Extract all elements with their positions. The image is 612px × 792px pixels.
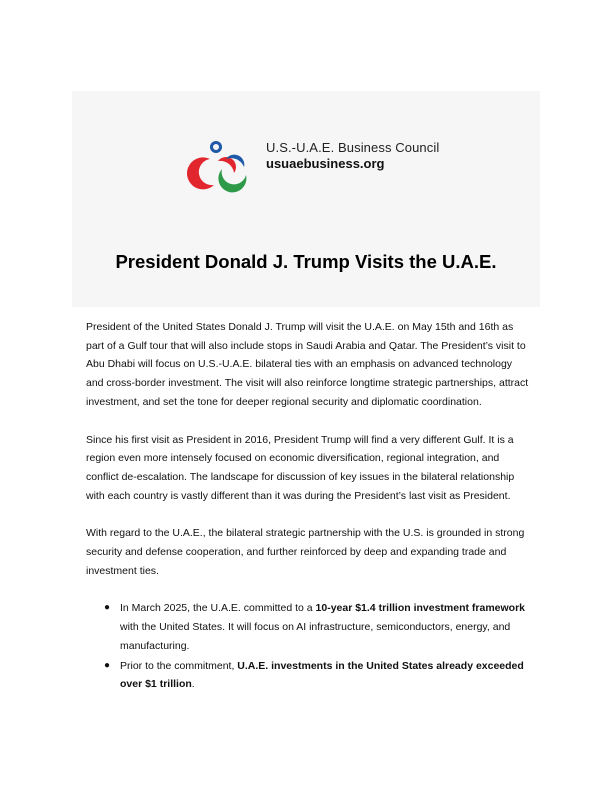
paragraph-intro: President of the United States Donald J. Trump will visit the U.A.E. on May 15th and 16th as part of a Gulf tour that will also include stops in Saudi Arabia and Qatar. The President’s visit to Abu Dhabi will focus on U.S.-U.A.E. bilateral ties with an emphasis on advanced technology and cross-border investment. The visit will also reinforce longtime strategic partnerships, attract investment, and set the tone for deeper regional security and diplomatic coordination. (86, 321, 529, 408)
page-title: President Donald J. Trump Visits the U.A.E. (115, 251, 497, 272)
bullet-icon: ● (104, 602, 111, 614)
bullet-icon: ● (104, 659, 111, 671)
org-name: U.S.-U.A.E. Business Council (266, 140, 440, 155)
list-item (104, 657, 532, 694)
paragraph-partnership: With regard to the U.A.E., the bilateral strategic partnership with the U.S. is grounded in strong security and defense cooperation, and further reinforced by deep and expanding trade and investment ties. (86, 527, 525, 577)
header-panel (72, 91, 540, 307)
bullet-list (86, 599, 532, 694)
bullet-highlight: 10-year $1.4 trillion investment framework (315, 602, 526, 615)
bullet-highlight: U.A.E. investments in the United States already exceeded over $1 trillion (120, 659, 524, 691)
article-body (86, 318, 532, 695)
bullet-text: with the United States. It will focus on AI infrastructure, semiconductors, energy, and manufacturing. (120, 621, 511, 652)
org-url[interactable]: usuaebusiness.org (266, 156, 385, 171)
list-item (104, 599, 532, 655)
bullet-text: In March 2025, the U.A.E. committed to a (120, 602, 316, 615)
usuae-logo-icon (184, 139, 254, 197)
bullet-text: Prior to the commitment, (120, 659, 238, 672)
bullet-text: . (191, 678, 195, 691)
paragraph-context: Since his first visit as President in 2016, President Trump will find a very different Gulf. It is a region even more intensely focused on economic diversification, regional integration, and conflict de-escalation. The landscape for discussion of key issues in the bilateral relationship with each country is vastly different than it was during the President’s last visit as President. (86, 433, 515, 502)
